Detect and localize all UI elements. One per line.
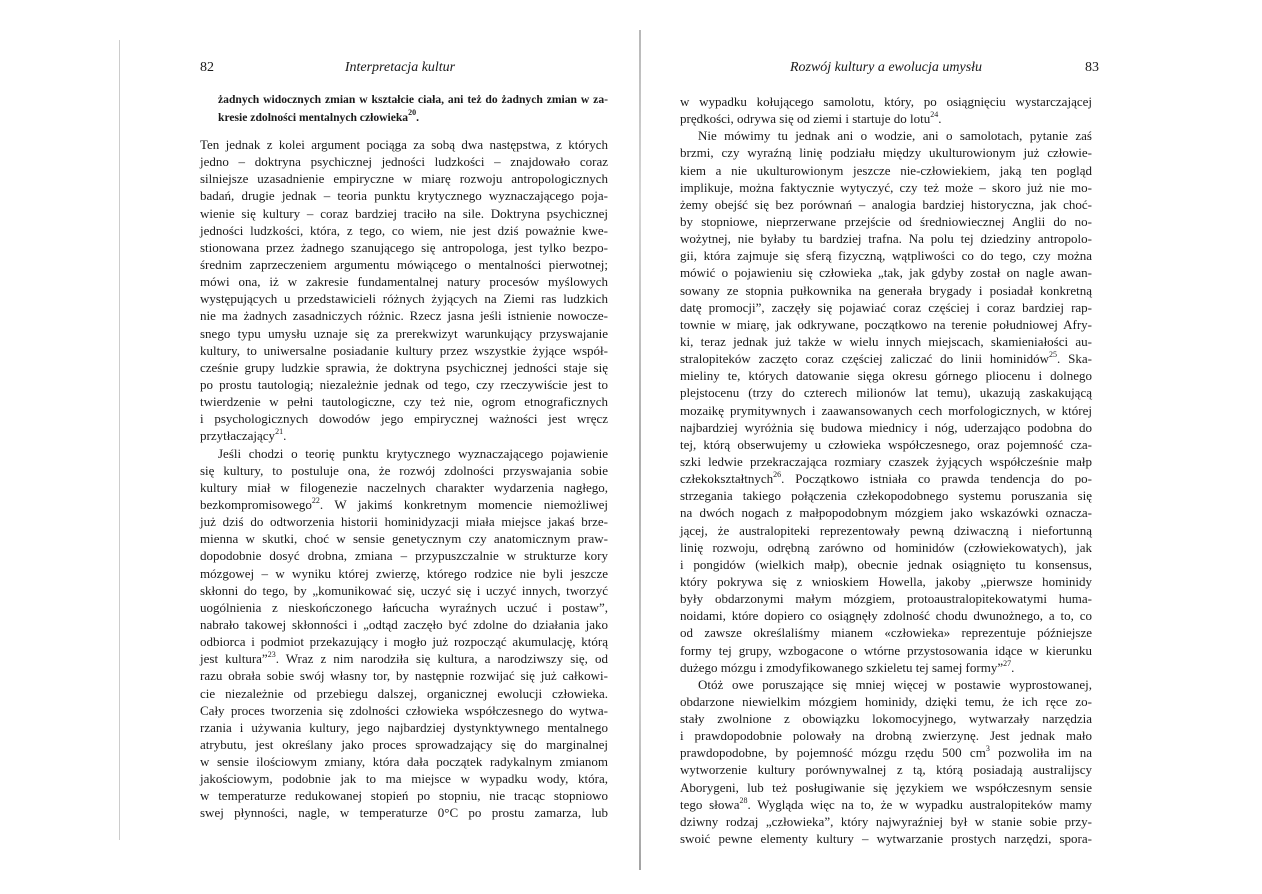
text-line xyxy=(680,384,1092,401)
block-quote xyxy=(218,91,608,127)
footnote-ref: 24 xyxy=(930,110,939,120)
footnote-ref: 3 xyxy=(985,744,990,754)
text-line xyxy=(680,573,1092,590)
page-number: 83 xyxy=(1085,60,1099,75)
text-line xyxy=(680,761,1092,778)
text-line xyxy=(200,256,608,273)
text-line xyxy=(200,702,608,719)
line-text: brzmi, czy wyraźną linię podziału między ukulturowionym już człowie- xyxy=(680,145,1092,161)
text-line xyxy=(200,462,608,479)
line-text: skłonni do tego, by „komunikować się, uczyć się i uczyć innych, tworzyć xyxy=(200,582,608,598)
text-line xyxy=(680,230,1092,247)
text-line xyxy=(200,307,608,324)
text-line xyxy=(680,744,1092,761)
text-line xyxy=(680,179,1092,196)
line-text: snego typu umysłu uznaje się za prerekwizyt warunkujący przyswajanie xyxy=(200,325,608,341)
paragraph xyxy=(200,445,608,822)
line-text: Jeśli chodzi o teorię punktu krytycznego wyznaczającego pojawienie xyxy=(218,445,608,461)
line-text: mozaikę prymitywnych i zaawansowanych cech morfologicznych, w której xyxy=(680,402,1092,418)
text-line xyxy=(200,136,608,153)
text-line xyxy=(680,642,1092,659)
text-line xyxy=(680,93,1092,110)
text-line xyxy=(680,830,1092,847)
line-text: bezkompromisowego xyxy=(200,496,312,512)
page-number: 82 xyxy=(200,60,214,75)
text-line xyxy=(200,685,608,702)
line-text: dużego mózgu i zmodyfikowanego szkieletu tej samej formy” xyxy=(680,659,1004,675)
text-line xyxy=(680,419,1092,436)
line-text: . Ska- xyxy=(1057,351,1092,367)
line-text: najbardziej wyróżnia się budowa miednicy i nóg, uderzająco podobna do xyxy=(680,419,1092,435)
line-text: dziwny rodzaj „człowieka”, który najwyraźniej był w stanie sobie przy- xyxy=(680,813,1092,829)
line-text: kultury, to uniwersalne posiadanie kultury przez wszystkie żyjące współ- xyxy=(200,342,608,358)
line-text: swoić pewne elementy kultury – wytwarzanie prostych narzędzi, spora- xyxy=(680,831,1092,847)
line-text: jedności ludzkości, która, z tego, co wiem, nie jest dziś poważnie kwe- xyxy=(200,222,608,238)
text-line xyxy=(200,547,608,564)
text-line xyxy=(200,633,608,650)
line-text: . xyxy=(283,428,287,444)
text-line xyxy=(680,299,1092,316)
footnote-ref: 22 xyxy=(311,495,320,505)
text-line xyxy=(680,504,1092,521)
line-text: datę promocji”, zaczęły się pojawiać coraz częściej i coraz bardziej rap- xyxy=(680,299,1092,315)
text-line xyxy=(680,264,1092,281)
line-text: prędkości, odrywa się od ziemi i startuje do lotu xyxy=(680,111,931,127)
line-text: rzania i używania kultury, jego najbardziej dystynktywnego mentalnego xyxy=(200,719,608,735)
paragraph xyxy=(200,136,608,445)
line-text: człekokształtnych xyxy=(680,471,774,487)
right-page xyxy=(641,0,1262,894)
text-line xyxy=(680,590,1092,607)
line-text: by stopniowe, nieprzerwane przejście od średniowiecznej Anglii do no- xyxy=(680,213,1092,229)
line-text: silniejsze uzasadnienie empiryczne w miarę rozwoju antropologicznych xyxy=(200,171,608,187)
paragraph xyxy=(680,93,1092,127)
text-line xyxy=(680,710,1092,727)
text-line xyxy=(200,650,608,667)
text-line xyxy=(680,813,1092,830)
text-line xyxy=(680,436,1092,453)
footnote-ref: 27 xyxy=(1003,658,1012,668)
line-text: stały zwolnione z obowiązku lokomocyjnego, wytwarzały narzędzia xyxy=(680,711,1092,727)
text-line xyxy=(680,607,1092,624)
text-line xyxy=(680,453,1092,470)
line-text: swej płynności, nagle, w temperaturze 0°C po prostu zamarza, lub xyxy=(200,805,608,821)
text-line xyxy=(200,513,608,530)
line-text: żemy obejść się bez porównań – analogia bardziej historyczna, jak choć- xyxy=(680,196,1092,212)
text-line xyxy=(200,187,608,204)
text-line xyxy=(200,736,608,753)
text-line xyxy=(680,367,1092,384)
line-text: już dziś do odtworzenia historii hominidyzacji miała miejsce jakaś brze- xyxy=(200,514,608,530)
text-line xyxy=(200,719,608,736)
line-text: były obdarzonymi małym mózgiem, protoaustralopitekowatymi huma- xyxy=(680,591,1092,607)
line-text: mówi ona, iż w zakresie fundamentalnej natury procesów myślowych xyxy=(200,274,608,290)
text-line xyxy=(680,676,1092,693)
text-line xyxy=(200,667,608,684)
text-line xyxy=(200,787,608,804)
line-text: . xyxy=(1011,659,1015,675)
line-text: mówić o pojawieniu się człowieka „tak, jak gdyby został on nagle awan- xyxy=(680,265,1092,281)
line-text: cześnie grupy ludzkie sprawia, że doktryna psychicznej jedności staje się xyxy=(200,359,608,375)
text-line xyxy=(200,325,608,342)
line-text: po prostu tautologią; niezależnie jednak od tego, czy rzeczywiście jest to xyxy=(200,376,608,392)
line-text: wytworzenie kultury porównywalnej z tą, którą posiadają australijscy xyxy=(680,762,1092,778)
line-text: twierdzenie w pełni tautologiczne, czy też nie, ogrom etnograficznych xyxy=(200,394,608,410)
text-line xyxy=(680,470,1092,487)
running-title: Rozwój kultury a ewolucja umysłu xyxy=(789,60,983,75)
line-text: townie w miarę, jak odkrywane, początkowo na terenie południowej Afry- xyxy=(680,316,1092,332)
line-text: w temperaturze redukowanej stopień po stopniu, nie tracąc stopniowo xyxy=(200,788,608,804)
line-text: jest kultura” xyxy=(200,651,268,667)
line-text: tego słowa xyxy=(680,796,740,812)
body-text xyxy=(200,136,608,822)
line-text: na dwóch nogach z małpopodobnym mózgiem jako wskazówki oznacza- xyxy=(680,505,1092,521)
running-title: Interpretacja kultur xyxy=(344,60,456,75)
line-text: w wypadku kołującego samolotu, który, po osiągnięciu wystarczającej xyxy=(680,94,1092,109)
footnote-ref: 28 xyxy=(739,795,748,805)
line-text: pozwoliła im na xyxy=(989,745,1092,761)
text-line xyxy=(680,693,1092,710)
line-text: . xyxy=(416,111,420,124)
text-line xyxy=(200,599,608,616)
line-text: Ten jednak z kolei argument pociąga za sobą dwa następstwa, z których xyxy=(200,137,608,152)
text-line xyxy=(200,359,608,376)
text-line xyxy=(200,530,608,547)
line-text: implikuje, można faktycznie wytyczyć, czy też może – skoro już nie mo- xyxy=(680,179,1092,195)
line-text: noidami, które dopiero co osiągnęły zdolność chodu dwunożnego, a to, co xyxy=(680,608,1092,624)
text-line xyxy=(680,127,1092,144)
line-text: . Początkowo istniała co prawda tendencja do po- xyxy=(781,471,1092,487)
text-line xyxy=(200,582,608,599)
text-line xyxy=(680,282,1092,299)
text-line xyxy=(200,205,608,222)
line-text: żadnych widocznych zmian w kształcie ciała, ani też do żadnych zmian w za- xyxy=(218,93,608,106)
text-line xyxy=(200,565,608,582)
line-text: średnim zaprzeczeniem argumentu mówiącego o mentalności pierwotnej; xyxy=(200,256,608,272)
text-line xyxy=(200,222,608,239)
text-line xyxy=(680,333,1092,350)
line-text: stionowana przez żadnego szanującego się antropologa, jest tylko bezpo- xyxy=(200,239,608,255)
text-line xyxy=(680,779,1092,796)
text-line xyxy=(200,804,608,821)
text-line xyxy=(200,770,608,787)
line-text: atrybutu, jest określany jako proces sprowadzający się do marginalnej xyxy=(200,736,608,752)
text-line xyxy=(680,796,1092,813)
text-line xyxy=(200,445,608,462)
text-line xyxy=(680,556,1092,573)
line-text: tej, którą obserwujemy u człowieka współczesnego, oraz pojemność cza- xyxy=(680,436,1092,452)
line-text: mieliny te, których datowanie sięga okresu górnego pliocenu i dolnego xyxy=(680,368,1092,384)
paragraph xyxy=(680,127,1092,676)
line-text: Otóż owe poruszające się mniej więcej w postawie wyprostowanej, xyxy=(698,676,1092,692)
line-text: Aborygeni, lub też posługiwanie się językiem we współczesnym sensie xyxy=(680,779,1092,795)
line-text: nie ma żadnych zasadniczych różnic. Rzecz jasna jeśli istnienie nowocze- xyxy=(200,308,608,324)
line-text: Nie mówimy tu jednak ani o wodzie, ani o samolotach, pytanie zaś xyxy=(698,128,1092,144)
line-text: i pongidów (wielkich małp), obecnie jednak osiągnięto tu konsensus, xyxy=(680,556,1092,572)
footnote-ref: 25 xyxy=(1049,350,1058,360)
line-text: sowany ze stopnia pułkownika na generała brygady i posiadał konkretną xyxy=(680,282,1092,298)
text-line xyxy=(200,427,608,444)
line-text: . Wygląda więc na to, że w wypadku australopiteków mamy xyxy=(747,796,1092,812)
text-line xyxy=(680,624,1092,641)
line-text: dopodobnie dosyć drobna, zmiana – przypuszczalnie w strukturze kory xyxy=(200,548,608,564)
line-text: . W jakimś konkretnym momencie niemożliwej xyxy=(319,496,608,512)
line-text: gii, która zajmuje się sferą fizyczną, wątpliwości co do tego, czy można xyxy=(680,248,1092,264)
line-text: jakościowym, podobnie jak to ma miejsce w wypadku wody, która, xyxy=(200,771,608,787)
text-line xyxy=(680,727,1092,744)
line-text: badań, drugie jednak – teoria punktu krytycznego wyznaczającego poja- xyxy=(200,188,608,204)
line-text: cie niezależnie od przebiegu dalszej, organicznej ewolucji człowieka. xyxy=(200,685,608,701)
text-line xyxy=(200,410,608,427)
line-text: od zawsze określaliśmy mianem «człowieka» reprezentuje późniejsze xyxy=(680,625,1092,641)
line-text: kultury miał w filogenezie naczelnych charakter wydarzenia nagłego, xyxy=(200,479,608,495)
line-text: prawdopodobne, by pojemność mózgu rzędu 500 cm xyxy=(680,745,986,761)
paragraph xyxy=(680,676,1092,847)
text-line xyxy=(680,350,1092,367)
text-line xyxy=(200,376,608,393)
line-text: wienie się kultury – coraz bardziej traciło na sile. Doktryna psychicznej xyxy=(200,205,608,221)
line-text: w sensie ilościowym zmiany, która dała początek radykalnym zmianom xyxy=(200,754,608,770)
line-text: mienna w skutki, choć w sensie genetycznym czy anatomicznym praw- xyxy=(200,531,608,547)
line-text: uogólnienia z nieskończonego łańcucha wyraźnych uczuć i postaw”, xyxy=(200,599,608,615)
line-text: jedno – doktryna psychicznej jedności ludzkości – znajdowało coraz xyxy=(200,154,608,170)
text-line xyxy=(680,162,1092,179)
line-text: nabrało takowej skłonności i „odtąd zaczęło być zdolne do działania jako xyxy=(200,616,608,632)
line-text: . xyxy=(938,111,942,127)
text-line xyxy=(200,170,608,187)
footnote-ref: 26 xyxy=(773,470,782,480)
line-text: strzegania takiego połączenia człekopodobnego systemu poruszania się xyxy=(680,488,1092,504)
line-text: i psychologicznych dowodów jego empirycznej ważności jest wręcz xyxy=(200,411,608,427)
line-text: Cały proces tworzenia się zdolności człowieka współczesnego do wytwa- xyxy=(200,702,608,718)
text-line xyxy=(680,487,1092,504)
line-text: odbiorca i podmiot przekazujący i mogło już rozpocząć akumulację, którą xyxy=(200,634,608,650)
text-line xyxy=(200,153,608,170)
line-text: razu obrała sobie swój własny tor, by następnie rozwijać się już całkowi- xyxy=(200,668,608,684)
text-line xyxy=(680,144,1092,161)
line-text: jącej, że australopiteki reprezentowały pewną dziwaczną i niefortunną xyxy=(680,522,1092,538)
line-text: kiem a nie ukulturowionym jeszcze nie-człowiekiem, jaką ten pogląd xyxy=(680,162,1092,178)
text-line xyxy=(680,402,1092,419)
text-line xyxy=(200,342,608,359)
text-line xyxy=(200,753,608,770)
line-text: się kultury, to postuluje ona, że rozwój zdolności przyswajania sobie xyxy=(200,462,608,478)
text-line xyxy=(680,110,1092,127)
line-text: przytłaczający xyxy=(200,428,276,444)
line-text: formy tej grupy, wzbogacone o wtórne przystosowania idące w kierunku xyxy=(680,642,1092,658)
line-text: kresie zdolności mentalnych człowieka xyxy=(218,111,409,124)
line-text: wożytnej, nie byłaby tu bardziej trafna. Na polu tej dziedziny antropolo- xyxy=(680,231,1092,247)
line-text: szki ledwie przekraczająca rozmiary czaszek żyjących współcześnie małp xyxy=(680,453,1092,469)
text-line xyxy=(218,91,608,109)
text-line xyxy=(200,273,608,290)
line-text: linię rozwoju, odrębną zarówno od hominidów (człowiekowatych), jak xyxy=(680,539,1092,555)
text-line xyxy=(680,522,1092,539)
footnote-ref: 20 xyxy=(408,108,417,117)
text-line xyxy=(680,659,1092,676)
line-text: stralopiteków zaczęto coraz częściej zaliczać do linii hominidów xyxy=(680,351,1050,367)
text-line xyxy=(680,247,1092,264)
footnote-ref: 21 xyxy=(275,427,284,437)
text-line xyxy=(200,479,608,496)
text-line xyxy=(218,109,608,127)
line-text: mózgowej – w wyniku której zwierzę, którego rodzice nie byli jeszcze xyxy=(200,565,608,581)
line-text: plejstocenu (trzy do czterech milionów lat temu), ukazują zaskakującą xyxy=(680,385,1092,401)
line-text: który pokrywa się z wnioskiem Howella, jakoby „pierwsze hominidy xyxy=(680,573,1092,589)
text-line xyxy=(680,196,1092,213)
line-text: . Wraz z nim narodziła się kultura, a narodziwszy się, od xyxy=(275,651,608,667)
line-text: występujących u przedstawicieli różnych żyjących na Ziemi ras ludzkich xyxy=(200,291,608,307)
text-line xyxy=(200,290,608,307)
line-text: obdarzone niewielkim mózgiem hominidy, dzięki temu, że ich ręce zo- xyxy=(680,693,1092,709)
text-line xyxy=(680,213,1092,230)
text-line xyxy=(200,393,608,410)
text-line xyxy=(200,496,608,513)
body-text xyxy=(680,93,1092,847)
text-line xyxy=(680,539,1092,556)
line-text: ki, teraz jednak już także w wielu innych miejscach, skamieniałości au- xyxy=(680,333,1092,349)
text-line xyxy=(200,616,608,633)
text-line xyxy=(200,239,608,256)
footnote-ref: 23 xyxy=(267,650,276,660)
line-text: i prawdopodobnie polowały na drobną zwierzynę. Jest jednak mało xyxy=(680,728,1092,744)
text-line xyxy=(680,316,1092,333)
